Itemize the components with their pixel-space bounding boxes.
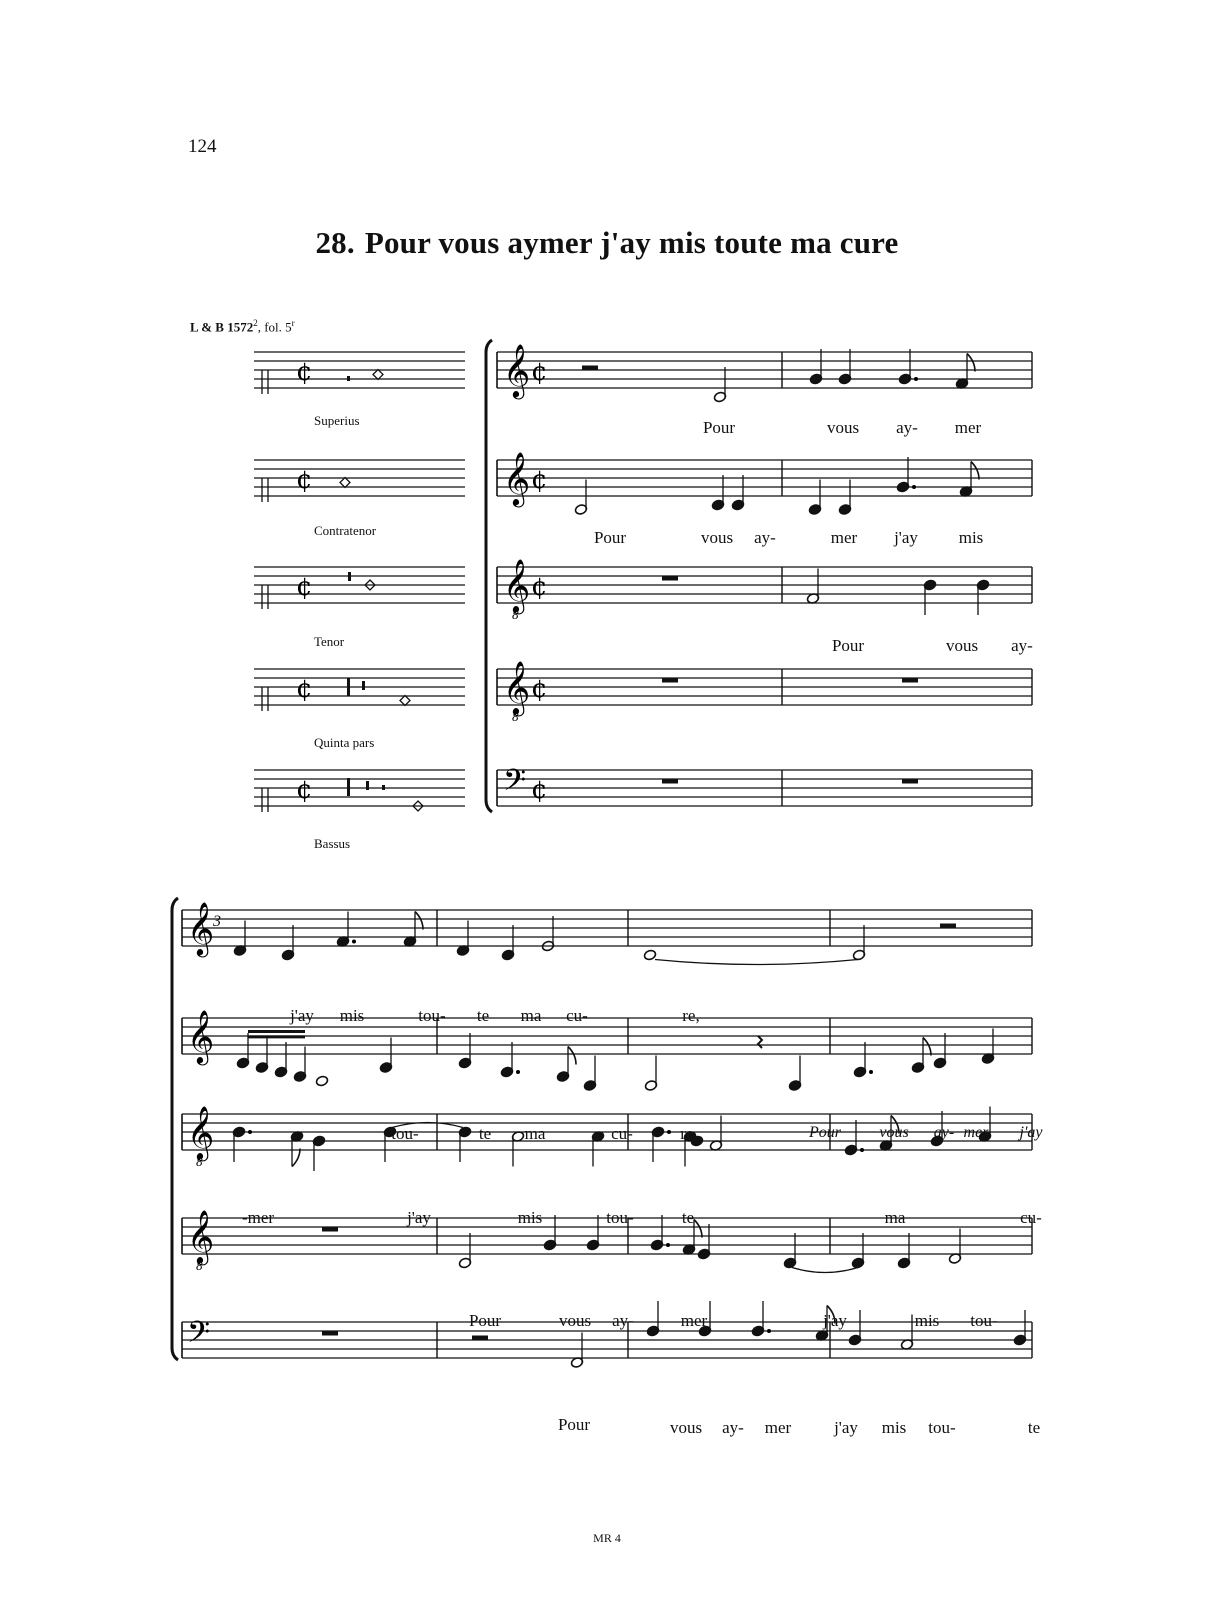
page-number: 124: [188, 136, 217, 157]
voice-label-superius: Superius: [314, 413, 360, 428]
flag: [292, 1149, 300, 1167]
whole-rest: [322, 1331, 338, 1336]
lyric: tou-: [928, 1418, 956, 1437]
lyric: tou-: [418, 1006, 446, 1025]
source-folio-sup: r: [291, 318, 295, 328]
voice-label-contratenor: Contratenor: [314, 523, 377, 538]
bass-clef-icon: 𝄢: [187, 1316, 211, 1357]
lyric: ay-: [612, 1311, 634, 1330]
cut-time-icon: ¢: [296, 775, 313, 805]
lyric: j'ay: [894, 528, 918, 547]
note: [643, 949, 656, 961]
augmentation-dot: [248, 1130, 252, 1134]
incipit-note: [400, 696, 410, 706]
lyric: ay-: [1011, 636, 1033, 655]
octave-mark: 8: [196, 1156, 203, 1169]
system-bracket: [172, 898, 178, 1360]
octave-mark: 8: [512, 711, 519, 724]
source-folio: , fol. 5: [257, 319, 292, 335]
lyric: tou-: [606, 1208, 634, 1227]
cut-time-icon: ¢: [531, 465, 548, 495]
cut-time-icon: ¢: [531, 674, 548, 704]
incipit-note: [340, 478, 350, 488]
measure-number: 3: [213, 913, 221, 930]
lyric: Pour: [468, 1311, 502, 1330]
treble-clef-icon: 𝄞: [503, 343, 531, 397]
lyric: cu-: [611, 1124, 633, 1143]
treble-clef-icon: 𝄞: [503, 660, 531, 714]
quarter-rest: [758, 1036, 762, 1048]
lyric: j'ay: [1019, 1124, 1043, 1141]
half-rest: [472, 1336, 488, 1341]
lyric: mis: [881, 1418, 907, 1437]
lyric: ma: [884, 1208, 906, 1227]
whole-rest: [662, 779, 678, 784]
flag: [568, 1047, 576, 1065]
lyric: cu-: [566, 1006, 588, 1025]
augmentation-dot: [912, 485, 916, 489]
flag: [415, 912, 423, 930]
flag: [694, 1220, 702, 1238]
lyric: Pour: [702, 418, 736, 437]
system-bracket: [486, 340, 492, 812]
lyric: Pour: [593, 528, 627, 547]
lyric: re,: [682, 1006, 700, 1025]
half-rest: [940, 924, 956, 929]
whole-rest: [662, 576, 678, 581]
treble-clef-icon: 𝄞: [187, 901, 215, 955]
lyric: vous: [558, 1311, 592, 1330]
augmentation-dot: [914, 377, 918, 381]
treble-clef-icon: 𝄞: [187, 1009, 215, 1063]
incipit-rest: [348, 572, 351, 581]
lyric: te: [476, 1006, 490, 1025]
lyric: mer: [680, 1311, 708, 1330]
lyric: te: [681, 1208, 695, 1227]
incipit-rest: [347, 778, 350, 796]
incipit-rest: [347, 678, 350, 696]
whole-rest: [662, 678, 678, 683]
cut-time-icon: ¢: [531, 572, 548, 602]
lyric: mis: [517, 1208, 543, 1227]
flag: [967, 354, 975, 372]
augmentation-dot: [860, 1148, 864, 1152]
treble-clef-icon: 𝄞: [503, 451, 531, 505]
lyric: Pour: [809, 1124, 841, 1141]
page-footer: MR 4: [593, 1531, 621, 1545]
cut-time-icon: ¢: [296, 465, 313, 495]
voice-label-tenor: Tenor: [314, 634, 345, 649]
lyric: vous: [826, 418, 860, 437]
lyric: Pour: [831, 636, 865, 655]
cut-time-icon: ¢: [296, 674, 313, 704]
whole-rest: [902, 779, 918, 784]
augmentation-dot: [352, 940, 356, 944]
lyric: tou-: [391, 1124, 419, 1143]
incipit-rest: [366, 781, 369, 790]
lyric: vous: [945, 636, 979, 655]
lyric: vous: [879, 1124, 909, 1141]
source-siglum: L & B 1572: [190, 319, 254, 335]
augmentation-dot: [667, 1130, 671, 1134]
whole-rest: [902, 678, 918, 683]
incipit-rest: [382, 785, 385, 790]
cut-time-icon: ¢: [531, 357, 548, 387]
lyric: ay-: [722, 1418, 744, 1437]
incipit-rest: [347, 376, 350, 381]
lyric: j'ay: [407, 1208, 431, 1227]
voice-label-bassus: Bassus: [314, 836, 351, 851]
augmentation-dot: [767, 1329, 771, 1333]
octave-mark: 8: [196, 1260, 203, 1273]
tie: [655, 960, 858, 965]
lyric: ay-: [754, 528, 776, 547]
lyric: mis: [339, 1006, 365, 1025]
lyric: mis: [914, 1311, 940, 1330]
flag: [971, 462, 979, 480]
cut-time-icon: ¢: [296, 357, 313, 387]
lyric: tou-: [970, 1311, 998, 1330]
bass-clef-icon: 𝄢: [503, 764, 527, 805]
cut-time-icon: ¢: [531, 775, 548, 805]
voice-label-quinta-pars: Quinta pars: [314, 735, 375, 750]
piece-number: 28.: [315, 225, 355, 260]
piece-title-text: Pour vous aymer j'ay mis toute ma cure: [364, 225, 899, 260]
lyric: mis: [958, 528, 984, 547]
lyric: ay-: [896, 418, 918, 437]
augmentation-dot: [666, 1243, 670, 1247]
lyric: ay-: [933, 1124, 955, 1141]
lyric: mer: [954, 418, 982, 437]
lyric: mer: [764, 1418, 792, 1437]
incipit-rest: [362, 681, 365, 690]
lyric: -mer: [241, 1208, 275, 1227]
lyric: re,: [680, 1124, 698, 1143]
lyric: mer: [830, 528, 858, 547]
lyric: j'ay: [290, 1006, 314, 1025]
flag: [923, 1038, 931, 1056]
treble-clef-icon: 𝄞: [187, 1209, 215, 1263]
lyric: ma: [524, 1124, 546, 1143]
treble-clef-icon: 𝄞: [503, 558, 531, 612]
lyric: ma: [520, 1006, 542, 1025]
cut-time-icon: ¢: [296, 572, 313, 602]
lyric: mer: [963, 1124, 989, 1141]
whole-rest: [322, 1227, 338, 1232]
tie: [792, 1268, 858, 1273]
lyric: te: [478, 1124, 492, 1143]
augmentation-dot: [516, 1070, 520, 1074]
half-rest: [582, 366, 598, 371]
lyric: cu-: [1020, 1208, 1042, 1227]
treble-clef-icon: 𝄞: [187, 1105, 215, 1159]
octave-mark: 8: [512, 609, 519, 622]
lyric: j'ay: [823, 1311, 847, 1330]
augmentation-dot: [869, 1070, 873, 1074]
lyric: j'ay: [834, 1418, 858, 1437]
lyric: vous: [669, 1418, 703, 1437]
source-siglum-sup: 2: [253, 318, 258, 328]
lyric: vous: [700, 528, 734, 547]
lyric: te: [1027, 1418, 1041, 1437]
note: [315, 1075, 328, 1087]
incipit-note: [373, 370, 383, 380]
lyric: Pour: [557, 1415, 591, 1434]
